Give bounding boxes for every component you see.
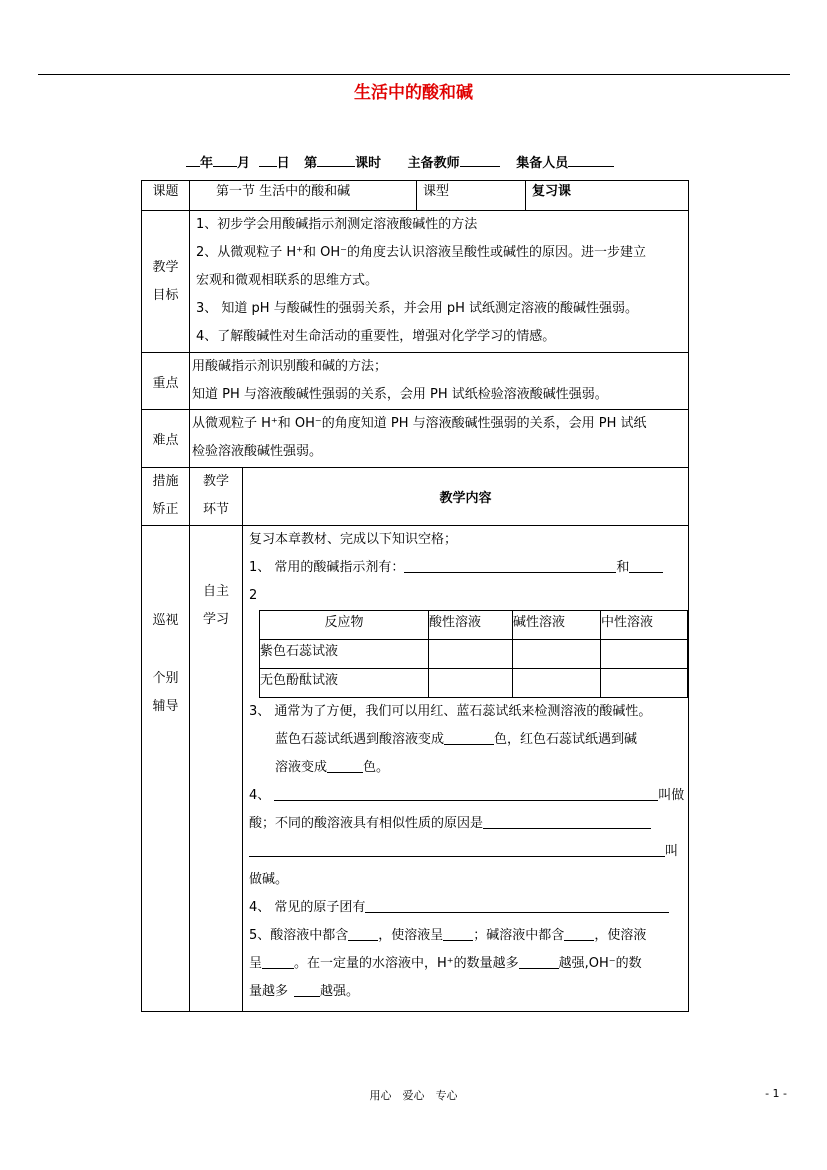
q3-blank — [444, 730, 494, 745]
measure-label-2: 矫正 — [152, 502, 179, 517]
day-label: 日 — [276, 156, 290, 171]
goals-label — [142, 211, 190, 353]
indicator-cell: 紫色石蕊试液 — [260, 640, 429, 669]
intro-line: 复习本章教材、完成以下知识空格； — [249, 532, 458, 547]
q4a-blank — [274, 786, 658, 801]
difficulties-content — [190, 410, 689, 468]
topic-label: 课题 — [142, 181, 190, 211]
difficulties-label: 难点 — [142, 410, 190, 468]
step-1: 自主 — [202, 584, 229, 599]
q2-num: 2 — [249, 588, 258, 603]
indicator-cell — [601, 669, 688, 698]
period-suffix: 课时 — [355, 156, 382, 171]
period-prefix: 第 — [304, 156, 318, 171]
header-rule — [38, 74, 790, 75]
q4b-text: 酸；不同的酸溶液具有相似性质的原因是 — [249, 816, 484, 831]
goals-label-2: 目标 — [152, 287, 179, 303]
goal-line: 3、 知道 pH 与酸碱性的强弱关系，并会用 pH 试纸测定溶液的酸碱性强弱。 — [196, 301, 638, 316]
q5-text-e: 呈 — [249, 956, 263, 971]
q1-and: 和 — [616, 560, 630, 575]
indicator-cell — [429, 669, 513, 698]
q4e-text: 4、 常见的原子团有 — [249, 900, 366, 915]
q5-text-b: ，使溶液呈 — [378, 928, 444, 943]
q3-text-c: 溶液变成 — [275, 760, 328, 775]
goal-line: 2、从微观粒子 H⁺和 OH⁻的角度去认识溶液呈酸性或碱性的原因。进一步建立 — [196, 245, 647, 260]
q3-text-a: 蓝色石蕊试纸遇到酸溶液变成 — [275, 732, 445, 747]
q5-blank — [519, 954, 559, 969]
left-label-3: 辅导 — [152, 699, 179, 714]
content-row — [142, 526, 689, 1012]
keypoint-line: 用酸碱指示剂识别酸和碱的方法； — [192, 359, 388, 374]
step-label-2: 环节 — [202, 502, 229, 517]
q1-line — [243, 554, 688, 582]
q3-text-d: 色。 — [363, 760, 390, 775]
type-value: 复习课 — [526, 181, 689, 211]
q4e-blank — [365, 898, 669, 913]
goals-row — [142, 211, 689, 353]
q4b-line — [243, 810, 688, 838]
q1-text: 1、 常用的酸碱指示剂有： — [249, 560, 405, 575]
type-label: 课型 — [417, 181, 526, 211]
q4a-num: 4、 — [249, 788, 271, 803]
q1-blank — [404, 558, 616, 573]
page-title: 生活中的酸和碱 — [354, 83, 473, 103]
measure-label — [142, 468, 190, 526]
indicator-header: 中性溶液 — [601, 611, 688, 640]
goals-label-1: 教学 — [152, 259, 179, 275]
q3-line-3 — [243, 754, 688, 782]
q3-blank-2 — [327, 758, 363, 773]
left-label-2: 个别 — [152, 671, 179, 686]
q1-blank-2 — [629, 558, 663, 573]
section-head-row — [142, 468, 689, 526]
keypoints-row — [142, 353, 689, 410]
q5-line-1 — [243, 922, 688, 950]
goal-line: 4、了解酸碱性对生命活动的重要性，增强对化学学习的情感。 — [196, 329, 556, 344]
indicator-cell — [513, 669, 601, 698]
q5-text-d: ，使溶液 — [594, 928, 647, 943]
q5-blank — [262, 954, 294, 969]
q4a-line — [243, 782, 688, 810]
left-label-1: 巡视 — [152, 613, 179, 628]
topic-value: 第一节 生活中的酸和碱 — [190, 181, 417, 211]
indicator-cell — [601, 640, 688, 669]
left-column — [142, 526, 190, 1012]
topic-row — [142, 181, 689, 211]
q4d-line: 做碱。 — [249, 872, 289, 887]
indicator-header: 反应物 — [260, 611, 429, 640]
step-column — [190, 526, 243, 1012]
q5-text-c: ；碱溶液中都含 — [473, 928, 565, 943]
page-footer: 用心 爱心 专心 — [369, 1089, 458, 1102]
lesson-meta — [186, 152, 614, 171]
q5-blank — [294, 982, 320, 997]
teacher-label: 主备教师 — [407, 156, 460, 171]
indicator-cell: 无色酚酞试液 — [260, 669, 429, 698]
indicator-table — [259, 610, 688, 698]
step-label — [190, 468, 243, 526]
q5-blank — [348, 926, 378, 941]
year-label: 年 — [200, 156, 214, 171]
month-label: 月 — [237, 156, 251, 171]
goal-line: 1、初步学会用酸碱指示剂测定溶液酸碱性的方法 — [196, 217, 478, 232]
q5-line-2 — [243, 950, 688, 978]
content-column — [243, 526, 689, 1012]
group-label: 集备人员 — [516, 156, 569, 171]
q5-text-g: 越强,OH⁻的数 — [558, 956, 642, 971]
indicator-header: 碱性溶液 — [513, 611, 601, 640]
q3-line-1: 3、 通常为了方便，我们可以用红、蓝石蕊试纸来检测溶液的酸碱性。 — [249, 704, 652, 719]
q4c-blank — [249, 842, 665, 857]
q3-line-2 — [243, 726, 688, 754]
q5-blank — [564, 926, 594, 941]
difficulties-row — [142, 410, 689, 468]
indicator-header-row — [260, 611, 688, 640]
q5-text-a: 5、酸溶液中都含 — [249, 928, 349, 943]
q4c-line — [243, 838, 688, 866]
q4a-tail: 叫做 — [658, 788, 685, 803]
keypoints-content — [190, 353, 689, 410]
q5-text-i: 越强。 — [320, 984, 360, 999]
q5-line-3 — [243, 978, 688, 1006]
indicator-row — [260, 669, 688, 698]
goals-content — [190, 211, 689, 353]
keypoints-label: 重点 — [142, 353, 190, 410]
q5-text-f: 。在一定量的水溶液中，H⁺的数量越多 — [294, 956, 519, 971]
q4c-tail: 叫 — [665, 844, 679, 859]
indicator-cell — [513, 640, 601, 669]
keypoint-line: 知道 PH 与溶液酸碱性强弱的关系，会用 PH 试纸检验溶液酸碱性强弱。 — [192, 387, 608, 402]
step-2: 学习 — [202, 612, 229, 627]
goal-line: 宏观和微观相联系的思维方式。 — [196, 273, 379, 288]
q5-text-h: 量越多 — [249, 984, 289, 999]
measure-label-1: 措施 — [152, 474, 179, 489]
indicator-row — [260, 640, 688, 669]
step-label-1: 教学 — [202, 474, 229, 489]
q4e-line — [243, 894, 688, 922]
difficulty-line: 从微观粒子 H⁺和 OH⁻的角度知道 PH 与溶液酸碱性强弱的关系，会用 PH 试纸 — [192, 416, 647, 431]
difficulty-line: 检验溶液酸碱性强弱。 — [192, 444, 323, 459]
content-heading: 教学内容 — [243, 468, 689, 526]
indicator-header: 酸性溶液 — [429, 611, 513, 640]
q3-text-b: 色，红色石蕊试纸遇到碱 — [494, 732, 638, 747]
lesson-plan-table — [141, 180, 689, 1012]
indicator-cell — [429, 640, 513, 669]
q5-blank — [443, 926, 473, 941]
page-number: - 1 - — [765, 1087, 787, 1100]
q4b-blank — [483, 814, 651, 829]
